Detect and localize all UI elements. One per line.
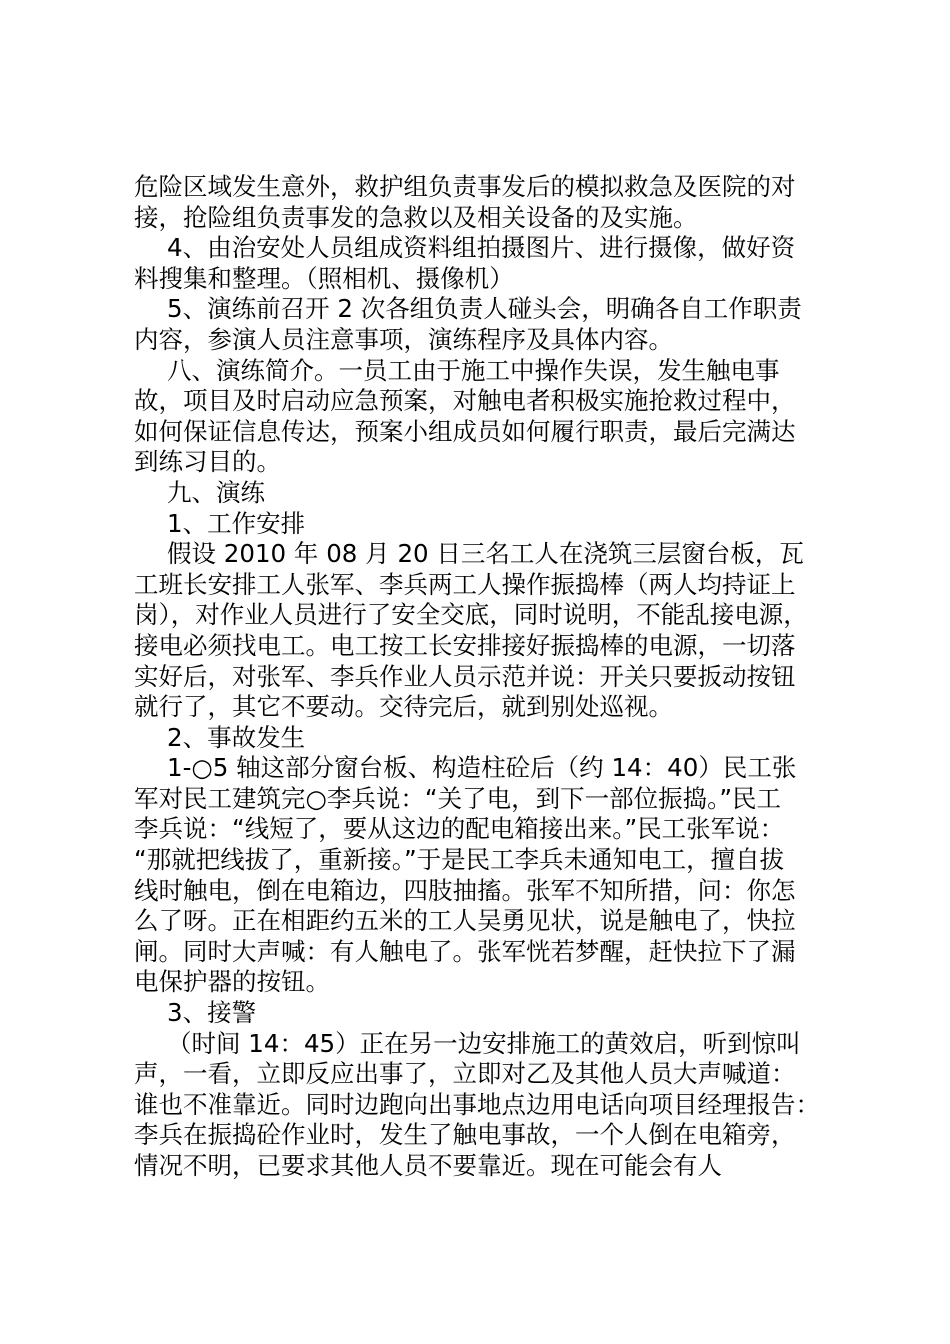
text-line: 李兵在振捣砼作业时，发生了触电事故，一个人倒在电箱旁，: [134, 1120, 796, 1150]
text-line: 故，项目及时启动应急预案，对触电者积极实施抢救过程中，: [134, 386, 796, 416]
text-line: 接电必须找电工。电工按工长安排接好振捣棒的电源，一切落: [134, 630, 796, 660]
text-line: 1-○5 轴这部分窗台板、构造柱砼后（约 14：40）民工张: [167, 753, 797, 783]
text-line: 工班长安排工人张军、李兵两工人操作振捣棒（两人均持证上: [134, 569, 796, 599]
text-line: 谁也不准靠近。同时边跑向出事地点边用电话向项目经理报告：: [134, 1089, 820, 1119]
text-line: 八、演练简介。一员工由于施工中操作失误，发生触电事: [167, 355, 780, 385]
text-line: 危险区域发生意外，救护组负责事发后的模拟救急及医院的对: [134, 172, 796, 201]
text-line: 九、演练: [167, 477, 265, 507]
text-line: 2、事故发生: [167, 722, 306, 752]
text-line: “那就把线拔了，重新接。”于是民工李兵未通知电工，擅自拔: [134, 845, 785, 875]
text-line: 料搜集和整理。（照相机、摄像机）: [134, 263, 514, 293]
text-line: 内容，参演人员注意事项，演练程序及具体内容。: [134, 324, 673, 354]
text-line: 电保护器的按钮。: [134, 967, 330, 997]
text-line: 声，一看，立即反应出事了，立即对乙及其他人员大声喊道：: [134, 1059, 796, 1089]
text-line: 4、由治安处人员组成资料组拍摄图片、进行摄像，做好资: [167, 233, 796, 263]
text-line: 假设 2010 年 08 月 20 日三名工人在浇筑三层窗台板，瓦: [167, 539, 804, 569]
text-line: 么了呀。正在相距约五米的工人吴勇见状，说是触电了，快拉: [134, 906, 796, 936]
text-line: 5、演练前召开 2 次各组负责人碰头会，明确各自工作职责: [167, 294, 802, 324]
text-line: 线时触电，倒在电箱边，四肢抽搐。张军不知所措，问：你怎: [134, 875, 796, 905]
text-line: 接，抢险组负责事发的急救以及相关设备的及实施。: [134, 202, 698, 232]
text-line: 就行了，其它不要动。交待完后，就到别处巡视。: [134, 692, 673, 722]
text-line: 岗），对作业人员进行了安全交底，同时说明，不能乱接电源，: [134, 600, 808, 630]
text-line: 如何保证信息传达，预案小组成员如何履行职责，最后完满达: [134, 416, 796, 446]
text-line: 3、接警: [167, 998, 257, 1028]
text-line: 1、工作安排: [167, 508, 306, 538]
text-line: 李兵说：“线短了，要从这边的配电箱接出来。”民工张军说：: [134, 814, 785, 844]
text-line: 闸。同时大声喊：有人触电了。张军恍若梦醒，赶快拉下了漏: [134, 936, 796, 966]
text-line: （时间 14：45）正在另一边安排施工的黄效启，听到惊叫: [167, 1028, 801, 1058]
text-line: 军对民工建筑完○李兵说：“关了电，到下一部位振捣。”民工: [134, 783, 782, 813]
body-text: [134, 172, 824, 1182]
text-line: 到练习目的。: [134, 447, 281, 477]
text-line: 情况不明，已要求其他人员不要靠近。现在可能会有人: [134, 1151, 722, 1180]
text-line: 实好后，对张军、李兵作业人员示范并说：开关只要扳动按钮: [134, 661, 796, 691]
